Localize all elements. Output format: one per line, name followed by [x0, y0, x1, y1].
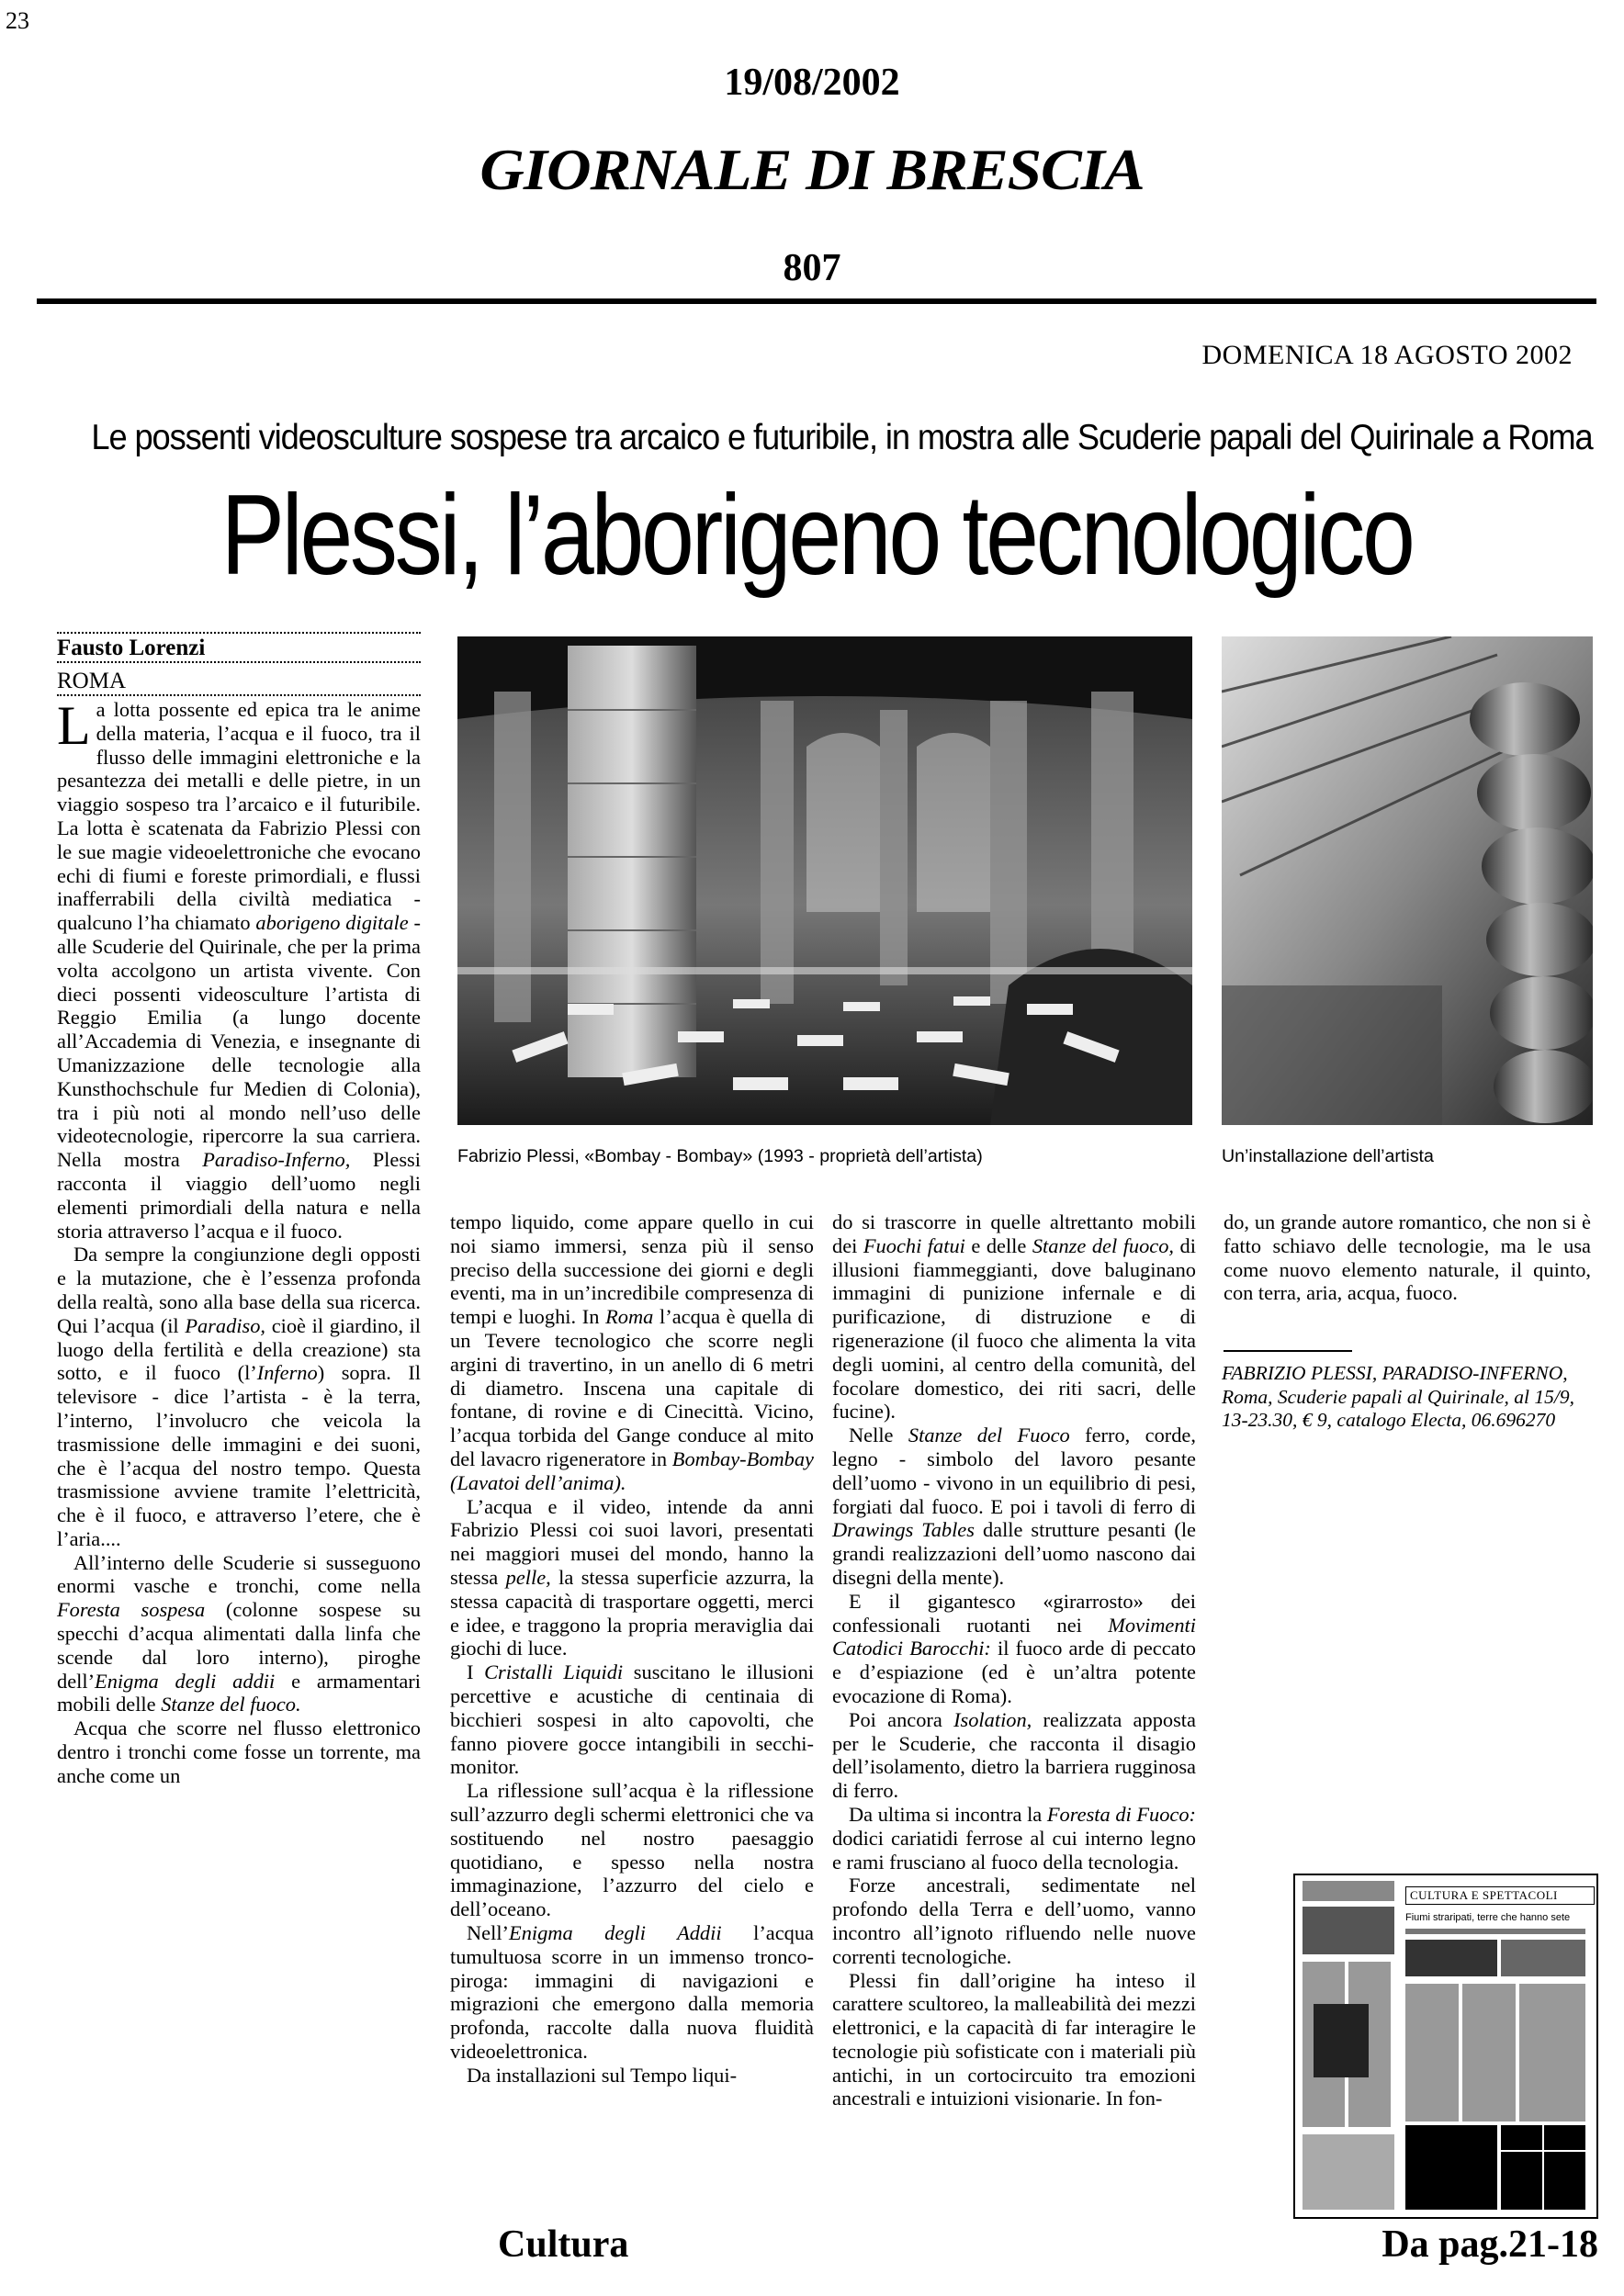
paragraph: Nell’Enigma degli Addii l’acqua tumultuosa scorre in un immenso tronco-piroga: immagini di navigazioni e migrazioni che emergono dalla memoria profonda, raccolte dalla nuova fluidità videoelettronica.	[450, 1920, 814, 2063]
photo-bombay-installation	[457, 636, 1192, 1125]
photo-installation-detail	[1222, 636, 1593, 1125]
drop-cap: L	[57, 695, 91, 756]
clipping-date: 19/08/2002	[724, 62, 900, 104]
paragraph: La lotta possente ed epica tra le anime della materia, l’acqua e il fuoco, tra il flusso delle immagini elettroniche e la pesantezza dei metalli e delle pietre, in un viaggio sospeso tra l’arcaico e il futuribile. La lotta è scatenata da Fabrizio Plessi con le sue magie videoelettroniche che evocano echi di fiumi e foreste primordiali, e flussi inafferrabili della civiltà mediatica - qualcuno l’ha chiamato aborigeno digitale - alle Scuderie del Quirinale, che per la prima volta accolgono un artista vivente. Con dieci possenti videosculture l’artista di Reggio Emilia (a lungo docente all’Accademia di Venezia, e insegnante di Umanizzazione delle tecnologie alla Kunsthochschule fur Medien di Colonia), tra i più noti al mondo nell’uso delle videotecnologie, ripercorre la sua carriera. Nella mostra Paradiso-Inferno, Plessi racconta il viaggio dell’uomo negli elementi primordiali della natura e nella storia attraverso l’acqua e il fuoco.	[57, 695, 421, 1243]
article-headline: Plessi, l’aborigeno tecnologico	[220, 472, 1413, 599]
article-column-3	[832, 1210, 1196, 2276]
photo-caption-side: Un’installazione dell’artista	[1222, 1146, 1434, 1166]
paragraph: La riflessione sull’acqua è la riflessione sull’azzurro degli schermi elettronici che va sostituendo nel nostro paesaggio quotidiano, e spesso nella nostra immaginazione, l’azzurro del cielo e dell’oceano.	[450, 1779, 814, 1921]
article-kicker: Le possenti videosculture sospese tra arcaico e futuribile, in mostra alle Scuderie papali del Quirinale a Roma	[91, 418, 1593, 457]
paragraph: Plessi fin dall’origine ha inteso il carattere scultoreo, la malleabilità dei mezzi elettronici, e la capacità di far interagire le tecnologie più sofisticate con i materiali più antichi, in un cortocircuito tra emozioni ancestrali e intuizioni visionarie. In fon-	[832, 1968, 1196, 2110]
paragraph: do, un grande autore romantico, che non si è fatto schiavo delle tecnologie, ma le usa come nuovo elemento naturale, il quinto, con terra, aria, acqua, fuoco.	[1224, 1210, 1591, 1305]
footer-section: Cultura	[498, 2223, 629, 2266]
publication-date: DOMENICA 18 AGOSTO 2002	[1201, 340, 1573, 370]
exhibition-info: FABRIZIO PLESSI, PARADISO-INFERNO, Roma, Scuderie papali al Quirinale, al 15/9, 13-23.30, € 9, catalogo Electa, 06.696270	[1222, 1362, 1574, 1431]
page-number: 23	[6, 7, 29, 34]
paragraph: Forze ancestrali, sedimentate nel profondo della Terra e dell’uomo, vanno incontro all’ignoto rifluendo nelle nuove correnti tecnologiche.	[832, 1874, 1196, 1968]
dateline: ROMA	[57, 667, 421, 696]
paragraph: All’interno delle Scuderie si susseguono enormi vasche e tronchi, come nella Foresta sospesa (colonne sospese su specchi d’acqua alimentati dalla linfa che scende dal loro interno), piroghe dell’Enigma degli addii e armamentari mobili delle Stanze del fuoco.	[57, 1550, 421, 1716]
paragraph: I Cristalli Liquidi suscitano le illusioni percettive e acustiche di centinaia di bicchieri sospesi in alto capovolti, che fanno piovere gocce intangibili in secchi-monitor.	[450, 1660, 814, 1779]
article-column-1	[57, 695, 422, 2278]
thumbnail-headline: Fiumi straripati, terre che hanno sete	[1405, 1912, 1571, 1923]
paragraph: Da sempre la congiunzione degli opposti e la mutazione, che è l’essenza profonda della realtà, sono alla base della sua ricerca. Qui l’acqua (il Paradiso, cioè il giardino, il luogo della fertilità e della creazione) sta sotto, e il fuoco (l’Inferno) sopra. Il televisore - dice l’artista - è la terra, l’interno, l’involucro che veicola la trasmissione delle immagini e dei suoni, che è l’acqua del nostro tempo. Questa trasmissione avviene tramite l’elettricità, che è il fuoco, e attraverso l’etere, che è l’aria....	[57, 1243, 422, 1550]
footer-page-ref: Da pag.21-18	[1382, 2223, 1598, 2266]
page-thumbnail	[1293, 1874, 1598, 2219]
header-rule	[37, 298, 1596, 304]
thumbnail-layout	[1295, 1875, 1596, 2217]
paragraph: Da installazioni sul Tempo liqui-	[467, 2063, 738, 2087]
paragraph: Poi ancora Isolation, realizzata apposta per le Scuderie, che racconta il disagio dell’isolamento, dietro la barriera rugginosa di ferro.	[832, 1707, 1196, 1803]
thumbnail-section-title: CULTURA E SPETTACOLI	[1405, 1886, 1595, 1905]
paragraph: do si trascorre in quelle altrettanto mobili dei Fuochi fatui e delle Stanze del fuoco, di illusioni fiammeggianti, dove baluginano immagini di punizione infernale e di purificazione, di distruzione e di rigenerazione (il fuoco che alimenta la vita degli uomini, al centro della comunità, del focolare domestico, dei riti sacri, delle fucine).	[832, 1210, 1196, 1424]
newspaper-masthead: GIORNALE DI BRESCIA	[479, 137, 1145, 202]
photo-bombay-image	[457, 636, 1192, 1125]
paragraph: E il gigantesco «girarrosto» dei confessionali ruotanti nei Movimenti Catodici Barocchi: il fuoco arde di peccato e d’espiazione (ed è un’altra potente evocazione di Roma).	[832, 1589, 1197, 1707]
paragraph: tempo liquido, come appare quello in cui noi siamo immersi, senza più il senso preciso della successione dei giorni e degli eventi, ma in un’incredibile compresenza di tempi e luoghi. In Roma l’acqua è quella di un Tevere tecnologico che scorre negli argini di travertino, in un anello di 6 metri di diametro. Inscena una capitale di fontane, di rovine e di Cinecittà. Vicino, l’acqua torbida del Gange conduce al mito del lavacro rigeneratore in Bombay-Bombay (Lavatoi dell’anima).	[450, 1210, 814, 1494]
issue-number: 807	[783, 247, 841, 289]
photo-caption-main: Fabrizio Plessi, «Bombay - Bombay» (1993 - proprietà dell’artista)	[457, 1146, 983, 1166]
paragraph: L’acqua e il video, intende da anni Fabrizio Plessi coi suoi lavori, presentati nei maggiori musei del mondo, hanno la stessa pelle, la stessa superficie azzurra, la stessa capacità di trasportare oggetti, merci e idee, e traggono la propria meraviglia dai giochi di luce.	[450, 1494, 814, 1660]
photo-detail-image	[1222, 636, 1593, 1125]
paragraph: Acqua che scorre nel flusso elettronico dentro i tronchi come fosse un torrente, ma anche come un	[57, 1716, 421, 1787]
paragraph: Da ultima si incontra la Foresta di Fuoco: dodici cariatidi ferrose al cui interno legno e rami frusciano al fuoco della tecnologia.	[832, 1802, 1197, 1874]
article-column-2	[450, 1210, 814, 2276]
byline: Fausto Lorenzi	[57, 632, 421, 663]
paragraph: Nelle Stanze del Fuoco ferro, corde, legno - simbolo del lavoro pesante dell’uomo - vivono in un equilibrio di pesi, forgiati dal fuoco. E poi i tavoli di ferro di Drawings Tables dalle strutture pesanti (le grandi realizzazioni dell’uomo nascono dai disegni della mente).	[832, 1424, 1196, 1589]
end-rule	[1224, 1350, 1352, 1352]
